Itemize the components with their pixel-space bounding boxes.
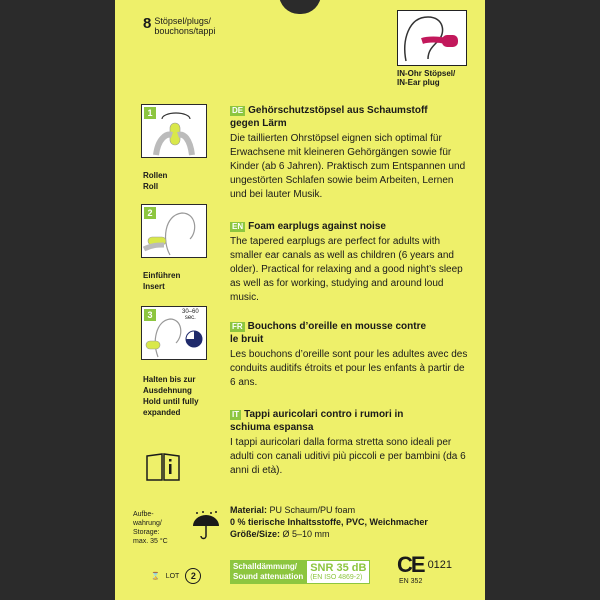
- section-body: Die taillierten Ohrstöpsel eignen sich optimal für Erwachsene mit kleineren Gehörgängen sowie für Kinder (ab 6 Jahren). Praktisch zum Entspannen und ungestörten Schlafen sowie beim Arbeiten, Lernen und bei lauter Musik.: [230, 133, 466, 200]
- step-hold-illustration: [141, 306, 207, 360]
- section-en: [230, 220, 470, 305]
- step-number: 3: [144, 309, 156, 321]
- ce-logo: CE: [397, 552, 424, 577]
- recycling-icon: 2: [185, 568, 201, 584]
- section-de: [230, 104, 470, 202]
- snr-standard: (EN ISO 4869-2): [310, 574, 363, 581]
- snr-value-box: [306, 560, 370, 584]
- section-heading: DE Gehörschutzstöpsel aus Schaumstoff gegen Lärm: [230, 105, 428, 129]
- count-text: Stöpsel/plugs/ bouchons/tappi: [154, 16, 216, 36]
- in-ear-label: IN-Ohr Stöpsel/ IN-Ear plug: [397, 69, 456, 87]
- lang-badge: DE: [232, 106, 244, 115]
- step-number: 2: [144, 207, 156, 219]
- snr-value: SNR 35 dB: [310, 562, 367, 574]
- snr-badge: [230, 560, 370, 584]
- in-ear-illustration: [397, 10, 467, 66]
- step-insert-illustration: [141, 204, 207, 258]
- keep-dry-icon: [191, 510, 221, 545]
- step-hold-label: Halten bis zur Ausdehnung Hold until fully expanded: [143, 375, 199, 417]
- storage-info: Aufbe- wahrung/ Storage: max. 35 °C: [133, 511, 168, 545]
- lang-badge: FR: [232, 322, 243, 331]
- step-roll-illustration: [141, 104, 207, 158]
- lang-badge: IT: [232, 410, 240, 419]
- bottom-symbols: [151, 568, 201, 584]
- count-number: 8: [143, 15, 152, 32]
- section-heading: IT Tappi auricolari contro i rumori in schiuma espansa: [230, 409, 404, 433]
- lang-badge: EN: [232, 222, 244, 231]
- section-it: [230, 408, 470, 478]
- section-heading: FR Bouchons d’oreille en mousse contre le bruit: [230, 321, 427, 345]
- size-line: Größe/Size: Ø 5–10 mm: [230, 529, 330, 539]
- ingredients-line: 0 % tierische Inhaltsstoffe, PVC, Weichmacher: [230, 517, 428, 527]
- material-line: Material: PU Schaum/PU foam: [230, 505, 356, 515]
- hang-hole: [279, 0, 321, 14]
- step-roll-label: Rollen Roll: [143, 171, 168, 191]
- section-heading: EN Foam earplugs against noise: [232, 221, 386, 232]
- ce-mark: [397, 554, 452, 576]
- material-info: [230, 504, 470, 540]
- section-body: I tappi auricolari dalla forma stretta sono ideali per adulti con canali uditivi più piccoli e per bambini (da 6 anni di età).: [230, 437, 466, 476]
- section-fr: [230, 320, 470, 390]
- section-body: The tapered earplugs are perfect for adults with smaller ear canals as well as children (6 years and older). Practical for relaxing and a good night’s sleep as well as for working, studying and around loud music.: [230, 236, 463, 303]
- step-number: 1: [144, 107, 156, 119]
- step-insert-label: Einführen Insert: [143, 271, 181, 291]
- product-back-card: [115, 0, 485, 600]
- notified-body-code: 0121: [427, 559, 453, 571]
- section-body: Les bouchons d’oreille sont pour les adultes avec des conduits auditifs étroits et pour les enfants à partir de 6 ans.: [230, 349, 468, 388]
- snr-label: Schalldämmung/ Sound attenuation: [230, 560, 306, 584]
- en-norm: EN 352: [399, 578, 423, 585]
- hourglass-icon: ⌛: [151, 573, 160, 580]
- read-instructions-icon: [145, 452, 181, 487]
- lot-label: LOT: [165, 572, 180, 580]
- timer-label: 30–60 sec.: [182, 309, 199, 321]
- plug-count: [143, 16, 215, 36]
